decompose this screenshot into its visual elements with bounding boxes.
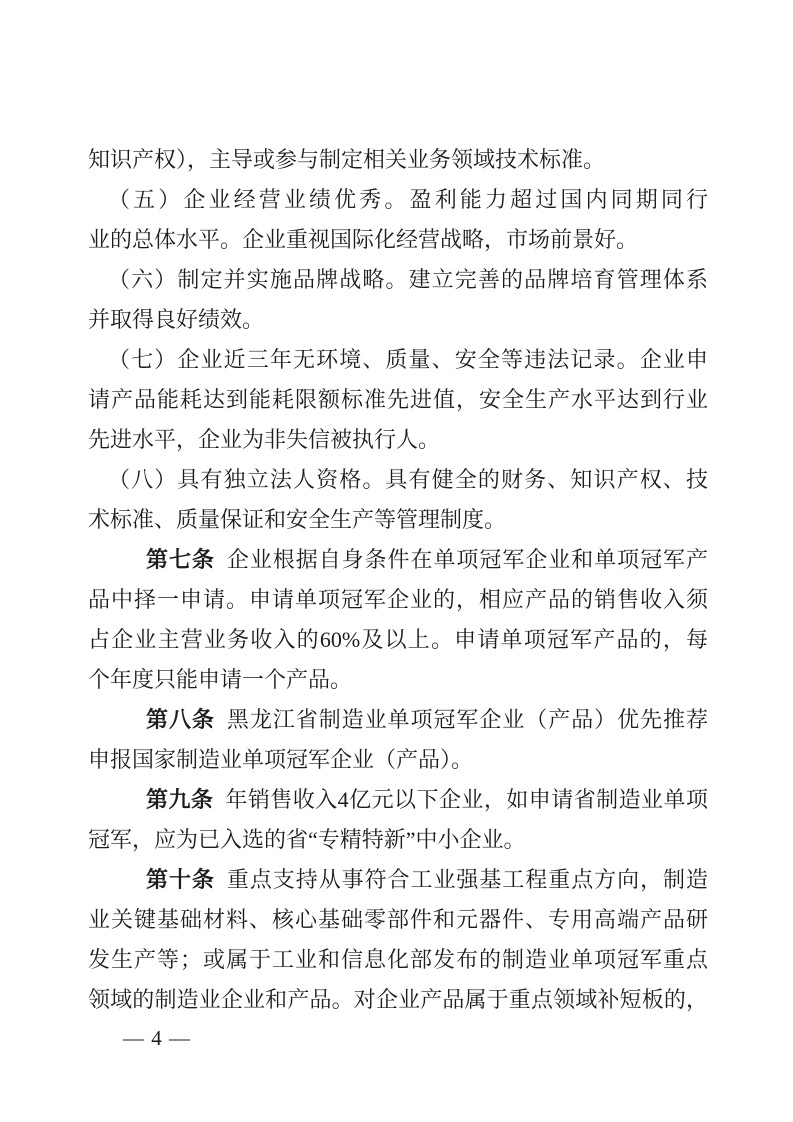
line-text: 请产品能耗达到能耗限额标准先进值，安全生产水平达到行业 bbox=[88, 387, 708, 412]
article-label: 第十条 bbox=[146, 867, 215, 892]
document-body bbox=[88, 140, 708, 1020]
line-text: 品中择一申请。申请单项冠军企业的，相应产品的销售收入须 bbox=[88, 587, 708, 612]
line-text: 黑龙江省制造业单项冠军企业（产品）优先推荐 bbox=[226, 707, 708, 732]
article-label: 第七条 bbox=[146, 547, 215, 572]
text-line bbox=[88, 780, 708, 820]
text-line bbox=[88, 340, 708, 380]
line-text: 企业根据自身条件在单项冠军企业和单项冠军产 bbox=[226, 547, 708, 572]
line-text: 业的总体水平。企业重视国际化经营战略，市场前景好。 bbox=[88, 227, 639, 252]
text-line bbox=[88, 580, 708, 620]
text-line bbox=[88, 420, 708, 460]
text-line bbox=[88, 860, 708, 900]
line-text: 知识产权），主导或参与制定相关业务领域技术标准。 bbox=[88, 147, 606, 172]
text-line bbox=[88, 460, 708, 500]
page-number: — 4 — bbox=[123, 1026, 191, 1050]
line-text: 冠军，应为已入选的省“专精特新”中小企业。 bbox=[88, 827, 526, 852]
text-line bbox=[88, 500, 708, 540]
line-text: 领域的制造业企业和产品。对企业产品属于重点领域补短板的， bbox=[88, 987, 708, 1012]
article-label: 第九条 bbox=[146, 787, 214, 812]
line-text: 先进水平，企业为非失信被执行人。 bbox=[88, 427, 441, 452]
line-text: 占企业主营业务收入的60%及以上。申请单项冠军产品的，每 bbox=[88, 627, 708, 652]
line-text: 年销售收入4亿元以下企业，如申请省制造业单项 bbox=[225, 787, 708, 812]
text-line bbox=[88, 940, 708, 980]
text-line bbox=[88, 900, 708, 940]
line-text: 并取得良好绩效。 bbox=[88, 307, 265, 332]
text-line bbox=[88, 380, 708, 420]
text-line bbox=[88, 660, 708, 700]
line-text: 术标准、质量保证和安全生产等管理制度。 bbox=[88, 507, 507, 532]
line-text: （八）具有独立法人资格。具有健全的财务、知识产权、技 bbox=[108, 467, 708, 492]
line-text: （六）制定并实施品牌战略。建立完善的品牌培育管理体系 bbox=[108, 267, 708, 292]
line-text: 发生产等；或属于工业和信息化部发布的制造业单项冠军重点 bbox=[88, 947, 708, 972]
text-line bbox=[88, 260, 708, 300]
text-line bbox=[88, 140, 708, 180]
text-line bbox=[88, 700, 708, 740]
text-line bbox=[88, 220, 708, 260]
line-text: （五）企业经营业绩优秀。盈利能力超过国内同期同行 bbox=[108, 187, 708, 212]
text-line bbox=[88, 820, 708, 860]
line-text: 业关键基础材料、核心基础零部件和元器件、专用高端产品研 bbox=[88, 907, 708, 932]
text-line bbox=[88, 180, 708, 220]
line-text: （七）企业近三年无环境、质量、安全等违法记录。企业申 bbox=[108, 347, 708, 372]
line-text: 个年度只能申请一个产品。 bbox=[88, 667, 353, 692]
text-line bbox=[88, 740, 708, 780]
article-label: 第八条 bbox=[146, 707, 215, 732]
line-text: 申报国家制造业单项冠军企业（产品）。 bbox=[88, 747, 474, 772]
text-line bbox=[88, 540, 708, 580]
text-line bbox=[88, 980, 708, 1020]
text-line bbox=[88, 300, 708, 340]
text-line bbox=[88, 620, 708, 660]
line-text: 重点支持从事符合工业强基工程重点方向，制造 bbox=[226, 867, 708, 892]
